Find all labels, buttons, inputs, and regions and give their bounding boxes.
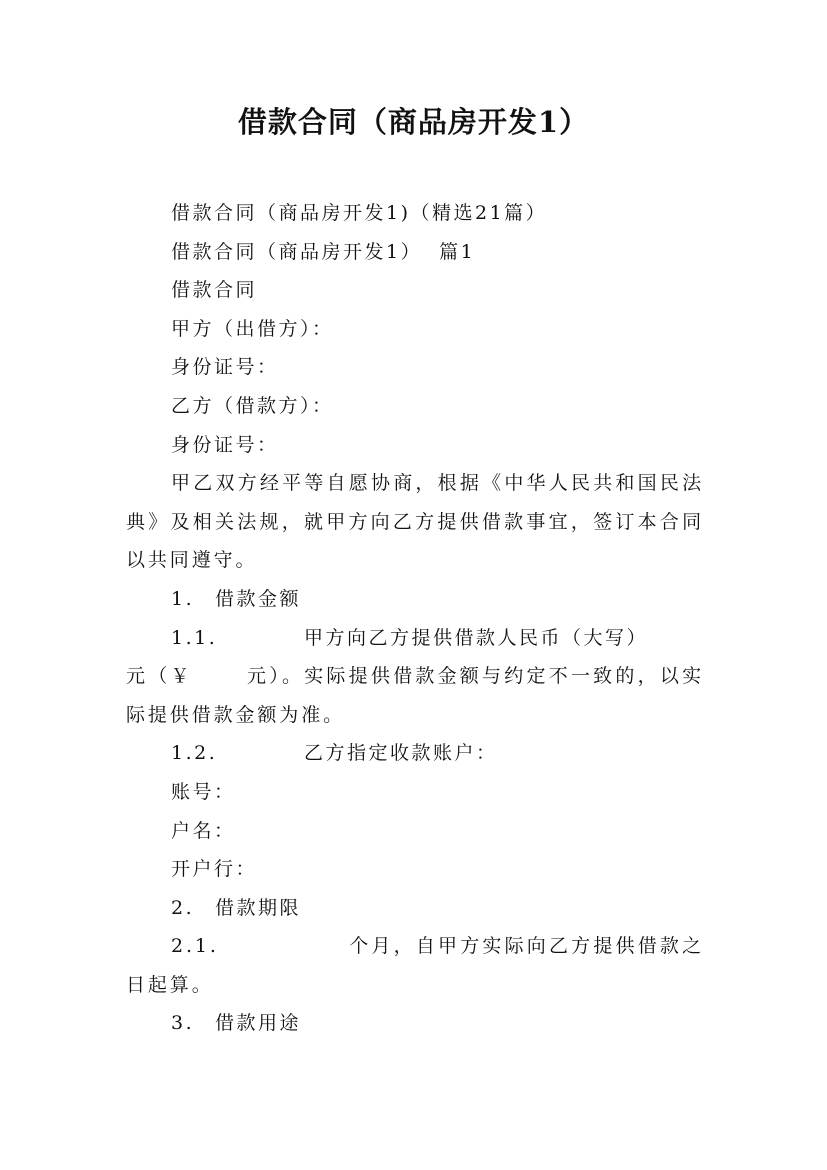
clause-text: 甲方向乙方提供借款人民币（大写） (304, 626, 649, 649)
section-number: 2. (171, 896, 195, 919)
section-number: 1. (171, 587, 195, 610)
document-body (126, 194, 704, 1043)
amount-text: 元）。实际提供借款金额与约定不一致的，以实际提供借款金额为准。 (126, 665, 704, 726)
amount-prefix: 元（￥ (126, 665, 193, 688)
clause-number: 1.1. (171, 626, 218, 649)
section-title: 借款用途 (215, 1012, 302, 1035)
section-title: 借款期限 (215, 896, 302, 919)
clause-1-1-continuation (126, 657, 704, 734)
clause-number: 1.2. (171, 742, 218, 765)
section-heading (126, 889, 704, 928)
clause-1-1-line (126, 619, 704, 658)
party-a-line: 甲方（出借方）： (171, 317, 334, 340)
preamble-paragraph: 甲乙双方经平等自愿协商，根据《中华人民共和国民法典》及相关法规，就甲方向乙方提供借款事宜，签订本合同以共同遵守。 (126, 472, 704, 572)
section-heading (126, 1004, 704, 1043)
section-number: 3. (171, 1012, 195, 1035)
party-b-line: 乙方（借款方）： (171, 394, 334, 417)
clause-number: 2.1. (171, 935, 219, 958)
id-number-b-line: 身份证号： (171, 433, 279, 456)
document-subtitle: 借款合同（商品房开发1)（精选21篇） (171, 202, 548, 224)
article-heading: 借款合同（商品房开发1） 篇1 (171, 240, 476, 263)
clause-text: 乙方指定收款账户： (304, 742, 498, 765)
account-number-line: 账号： (171, 780, 236, 803)
document-title: 借款合同（商品房开发1） (237, 105, 590, 139)
bank-line: 开户行： (171, 858, 258, 881)
section-heading (126, 580, 704, 619)
clause-text: 个月，自甲方实际向乙方提供借款之日起算。 (126, 935, 704, 996)
id-number-a-line: 身份证号： (171, 356, 279, 379)
account-name-line: 户名： (171, 819, 236, 842)
clause-1-2-line (126, 734, 704, 773)
section-title: 借款金额 (215, 587, 302, 610)
contract-label: 借款合同 (171, 279, 258, 302)
clause-2-1-paragraph (126, 927, 704, 1004)
